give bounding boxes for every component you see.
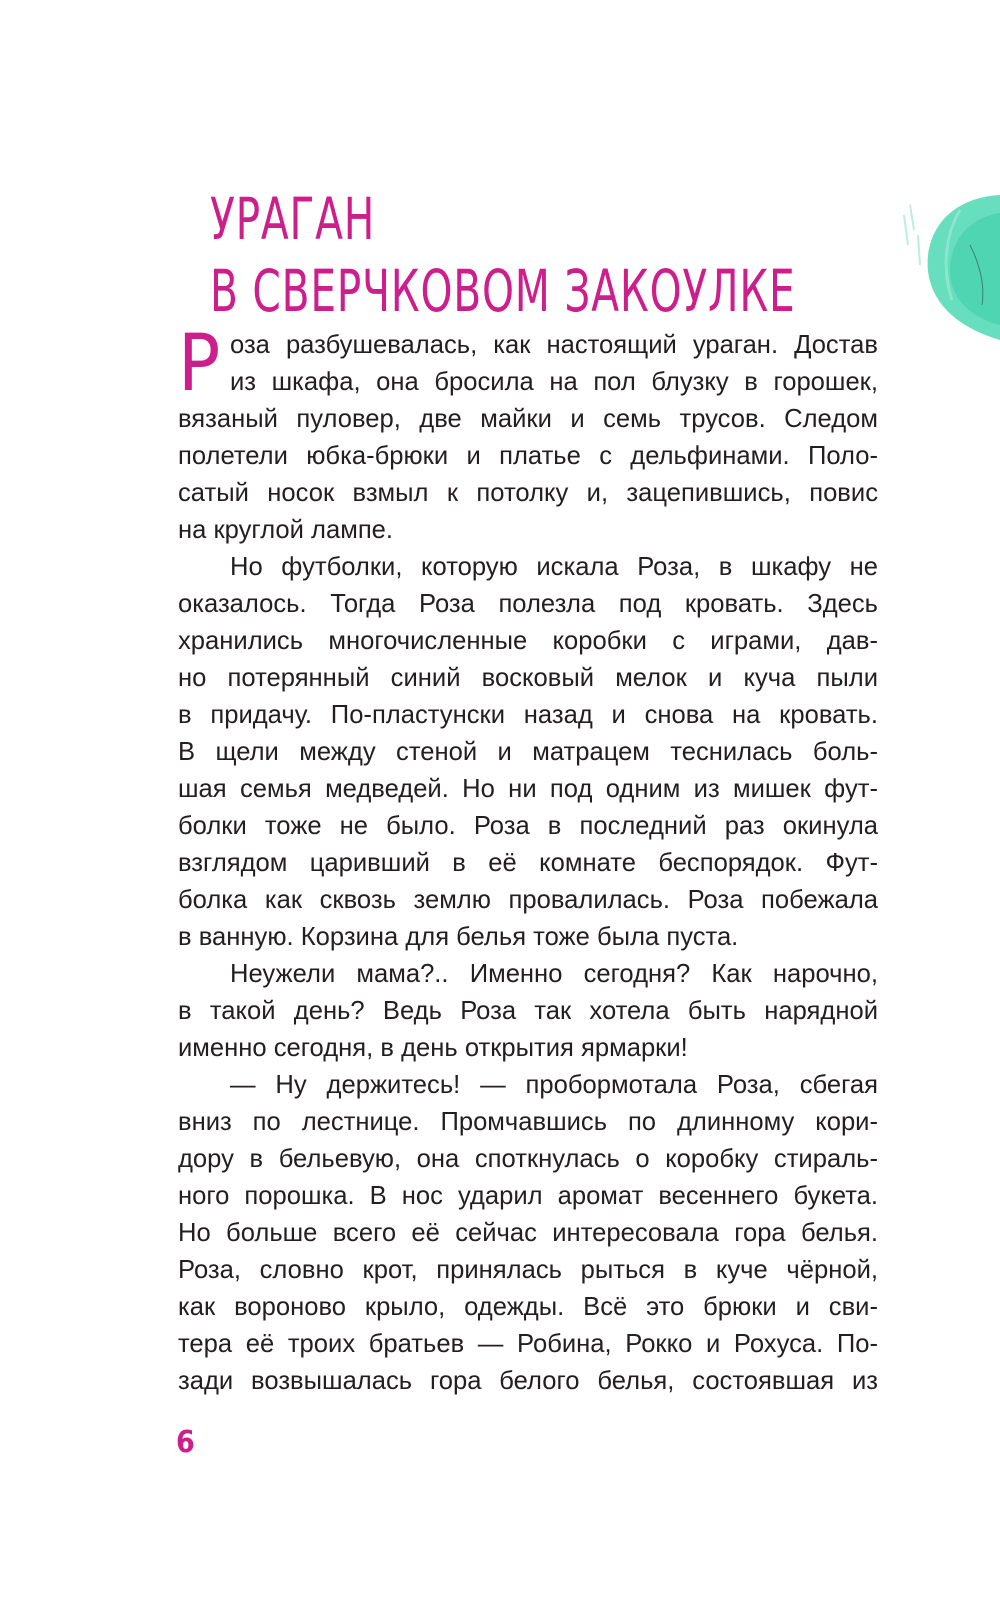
text-line: на круглой лампе. [178, 516, 394, 544]
text-line: полетели юбка-брюки и платье с дельфинами. Поло- [178, 442, 878, 470]
text-line: Но больше всего её сейчас интересовала гора белья. [178, 1219, 878, 1247]
text-line: из шкафа, она бросила на пол блузку в горошек, [230, 368, 878, 396]
text-line: Роза, словно крот, принялась рыться в куче чёрной, [178, 1256, 878, 1284]
drop-cap: Р [178, 319, 221, 409]
text-line: зади возвышалась гора белого белья, состоявшая из [178, 1367, 878, 1395]
chapter-title-line-1: УРАГАН [210, 185, 376, 253]
text-line: оказалось. Тогда Роза полезла под кровать. Здесь [178, 590, 878, 618]
text-line: но потерянный синий восковый мелок и куча пыли [178, 664, 878, 692]
text-line: в ванную. Корзина для белья тоже была пуста. [178, 923, 739, 951]
text-line: болка как сквозь землю провалилась. Роза побежала [178, 886, 878, 914]
text-line: в придачу. По-пластунски назад и снова на кровать. [178, 701, 878, 729]
text-line: В щели между стеной и матрацем теснилась боль- [178, 738, 878, 766]
text-line: вниз по лестнице. Промчавшись по длинному кори- [178, 1108, 878, 1136]
text-line: — Ну держитесь! — пробормотала Роза, сбегая [230, 1071, 878, 1099]
text-line: тера её троих братьев — Робина, Рокко и Рохуса. По- [178, 1330, 878, 1358]
text-line: оза разбушевалась, как настоящий ураган. Достав [230, 331, 878, 359]
text-line: взглядом царивший в её комнате беспорядок. Фут- [178, 849, 878, 877]
chapter-title-line-2: В СВЕРЧКОВОМ ЗАКОУЛКЕ [210, 257, 796, 325]
text-line: сатый носок взмыл к потолку и, зацепившись, повис [178, 479, 878, 507]
text-line: в такой день? Ведь Роза так хотела быть нарядной [178, 997, 878, 1025]
text-line: хранились многочисленные коробки с играми, дав- [178, 627, 878, 655]
text-line: болки тоже не было. Роза в последний раз окинула [178, 812, 878, 840]
text-line: дору в бельевую, она споткнулась о коробку стираль- [178, 1145, 878, 1173]
text-line: именно сегодня, в день открытия ярмарки! [178, 1034, 688, 1062]
text-line: ного порошка. В нос ударил аромат весеннего букета. [178, 1182, 878, 1210]
chapter-body [178, 319, 878, 1400]
text-line: как вороново крыло, одежды. Всё это брюки и сви- [178, 1293, 878, 1321]
text-line: шая семья медведей. Но ни под одним из мишек фут- [178, 775, 878, 803]
text-line: вязаный пуловер, две майки и семь трусов. Следом [178, 405, 878, 433]
text-line: Неужели мама?.. Именно сегодня? Как нарочно, [230, 960, 878, 988]
text-line: Но футболки, которую искала Роза, в шкафу не [230, 553, 878, 581]
chapter-title [210, 183, 796, 327]
watercolor-splash-decoration [890, 175, 1000, 365]
page-number: 6 [176, 1425, 195, 1460]
